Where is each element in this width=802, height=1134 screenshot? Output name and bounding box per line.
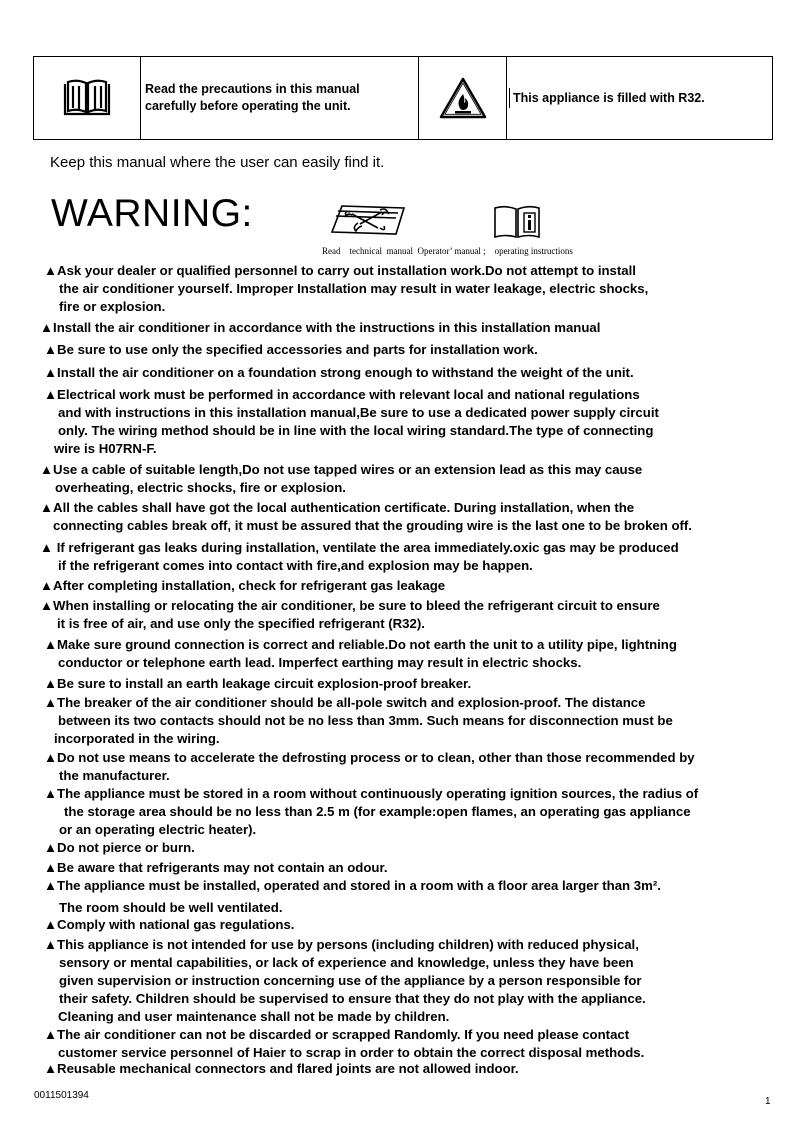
header-table [33, 56, 773, 140]
warning-line: ▲The air conditioner can not be discarded or scrapped Randomly. If you need please contact [44, 1027, 630, 1042]
warning-item-strong-foundation [44, 364, 634, 382]
warning-item-all-pole-switch [44, 694, 673, 748]
warning-line: ▲Ask your dealer or qualified personnel to carry out installation work.Do not attempt to install [44, 263, 636, 278]
warning-item-gas-regulations [44, 916, 294, 934]
page-number: 1 [765, 1096, 771, 1107]
warning-item-odour [44, 859, 388, 877]
warning-line: overheating, electric shocks, fire or explosion. [55, 480, 346, 495]
warning-line: connecting cables break off, it must be assured that the grouding wire is the last one to be broken off. [53, 518, 692, 533]
warning-line: wire is H07RN-F. [54, 441, 157, 456]
warning-item-defrosting [44, 749, 695, 785]
warning-item-bleed-refrigerant [40, 597, 660, 633]
warning-line: the manufacturer. [59, 768, 170, 783]
precautions-note-cell [141, 57, 419, 139]
warning-item-ground-connection [44, 636, 677, 672]
warning-line: conductor or telephone earth lead. Imperfect earthing may result in electric shocks. [58, 655, 582, 670]
warning-item-gas-leak-ventilate [40, 539, 679, 575]
technical-manual-wrench-icon [330, 202, 410, 240]
warning-line: the air conditioner yourself. Improper Installation may result in water leakage, electric shocks, [59, 281, 649, 296]
warning-item-pierce-burn [44, 839, 195, 857]
precautions-line-1: Read the precautions in this manual [145, 82, 360, 96]
warning-line: ▲Comply with national gas regulations. [44, 917, 295, 932]
warning-line: ▲When installing or relocating the air conditioner, be sure to bleed the refrigerant circuit to ensure [40, 598, 660, 613]
warning-line: ▲Electrical work must be performed in accordance with relevant local and national regulations [44, 387, 640, 402]
book-icon-cell [34, 57, 141, 139]
warning-item-install-per-manual [40, 319, 600, 337]
warning-line: ▲The appliance must be installed, operated and stored in a room with a floor area larger than 3m². [44, 878, 661, 893]
warning-line: ▲Do not pierce or burn. [44, 840, 195, 855]
warning-line: their safety. Children should be supervised to ensure that they do not play with the appliance. [59, 991, 646, 1006]
operator-manual-info-icon [493, 205, 541, 239]
refrigerant-note: This appliance is filled with R32. [509, 88, 705, 108]
warning-line: ▲Be sure to install an earth leakage circuit explosion-proof breaker. [44, 676, 472, 691]
warning-line: customer service personnel of Haier to scrap in order to obtain the correct disposal methods. [58, 1045, 645, 1060]
warning-line: ▲After completing installation, check for refrigerant gas leakage [40, 578, 446, 593]
warning-line: the storage area should be no less than 2.5 m (for example:open flames, an operating gas appliance [64, 804, 691, 819]
warning-line: ▲The appliance must be stored in a room without continuously operating ignition sources, the radius of [44, 786, 699, 801]
warning-line: ▲Install the air conditioner in accordance with the instructions in this installation manual [40, 320, 601, 335]
warning-line: only. The wiring method should be in line with the local wiring standard.The type of connecting [58, 423, 654, 438]
warning-line: ▲Do not use means to accelerate the defrosting process or to clean, other than those recommended by [44, 750, 695, 765]
open-book-icon [60, 78, 114, 118]
warning-line: it is free of air, and use only the specified refrigerant (R32). [57, 616, 425, 631]
warning-line: ▲ If refrigerant gas leaks during installation, ventilate the area immediately.oxic gas may be produced [40, 540, 679, 555]
flammable-warning-triangle-icon [438, 76, 488, 120]
flammable-icon-cell [419, 57, 507, 139]
warning-line: ▲Make sure ground connection is correct and reliable.Do not earth the unit to a utility pipe, lightning [44, 637, 677, 652]
warning-line: ▲The breaker of the air conditioner should be all-pole switch and explosion-proof. The distance [44, 695, 646, 710]
warning-item-reduced-capabilities [44, 936, 646, 1026]
warning-line: ▲This appliance is not intended for use by persons (including children) with reduced physical, [44, 937, 639, 952]
precautions-line-2: carefully before operating the unit. [145, 99, 351, 113]
warning-line: fire or explosion. [59, 299, 166, 314]
refrigerant-note-cell [507, 57, 772, 139]
keep-manual-note: Keep this manual where the user can easily find it. [50, 154, 385, 171]
warning-title: WARNING: [51, 192, 253, 235]
document-number: 0011501394 [34, 1090, 89, 1101]
warning-line: given supervision or instruction concerning use of the appliance by a person responsible for [59, 973, 642, 988]
warning-line: Cleaning and user maintenance shall not be made by children. [58, 1009, 450, 1024]
warning-item-leakage-check [40, 577, 445, 595]
warning-line: ▲Be aware that refrigerants may not contain an odour. [44, 860, 388, 875]
warning-line: ▲Install the air conditioner on a foundation strong enough to withstand the weight of the unit. [44, 365, 634, 380]
warning-item-cable-certificate [40, 499, 692, 535]
warning-line: incorporated in the wiring. [54, 731, 220, 746]
warning-item-installation-personnel [44, 262, 648, 316]
warning-item-electrical-work [44, 386, 659, 458]
warning-line: between its two contacts should not be no less than 3mm. Such means for disconnection must be [58, 713, 673, 728]
warning-line: ▲Be sure to use only the specified accessories and parts for installation work. [44, 342, 538, 357]
icon-caption: Read technical manual Operator’ manual ; operating instructions [322, 246, 573, 256]
warning-line: The room should be well ventilated. [59, 900, 283, 915]
warning-line: ▲All the cables shall have got the local authentication certificate. During installation, when the [40, 500, 635, 515]
warning-item-disposal [44, 1026, 644, 1062]
warning-item-specified-accessories [44, 341, 538, 359]
warning-line: ▲Reusable mechanical connectors and flared joints are not allowed indoor. [44, 1061, 519, 1076]
warning-item-floor-area [44, 877, 661, 917]
warning-line: or an operating electric heater). [59, 822, 257, 837]
warning-line: if the refrigerant comes into contact with fire,and explosion may be happen. [58, 558, 533, 573]
warning-line: sensory or mental capabilities, or lack of experience and knowledge, unless they have been [59, 955, 634, 970]
warning-line: and with instructions in this installation manual,Be sure to use a dedicated power supply circuit [58, 405, 659, 420]
warning-item-storage-room [44, 785, 698, 839]
warning-item-cable-length [40, 461, 642, 497]
warning-item-leakage-breaker [44, 675, 471, 693]
warning-item-reusable-connectors [44, 1060, 519, 1078]
warning-line: ▲Use a cable of suitable length,Do not use tapped wires or an extension lead as this may cause [40, 462, 643, 477]
